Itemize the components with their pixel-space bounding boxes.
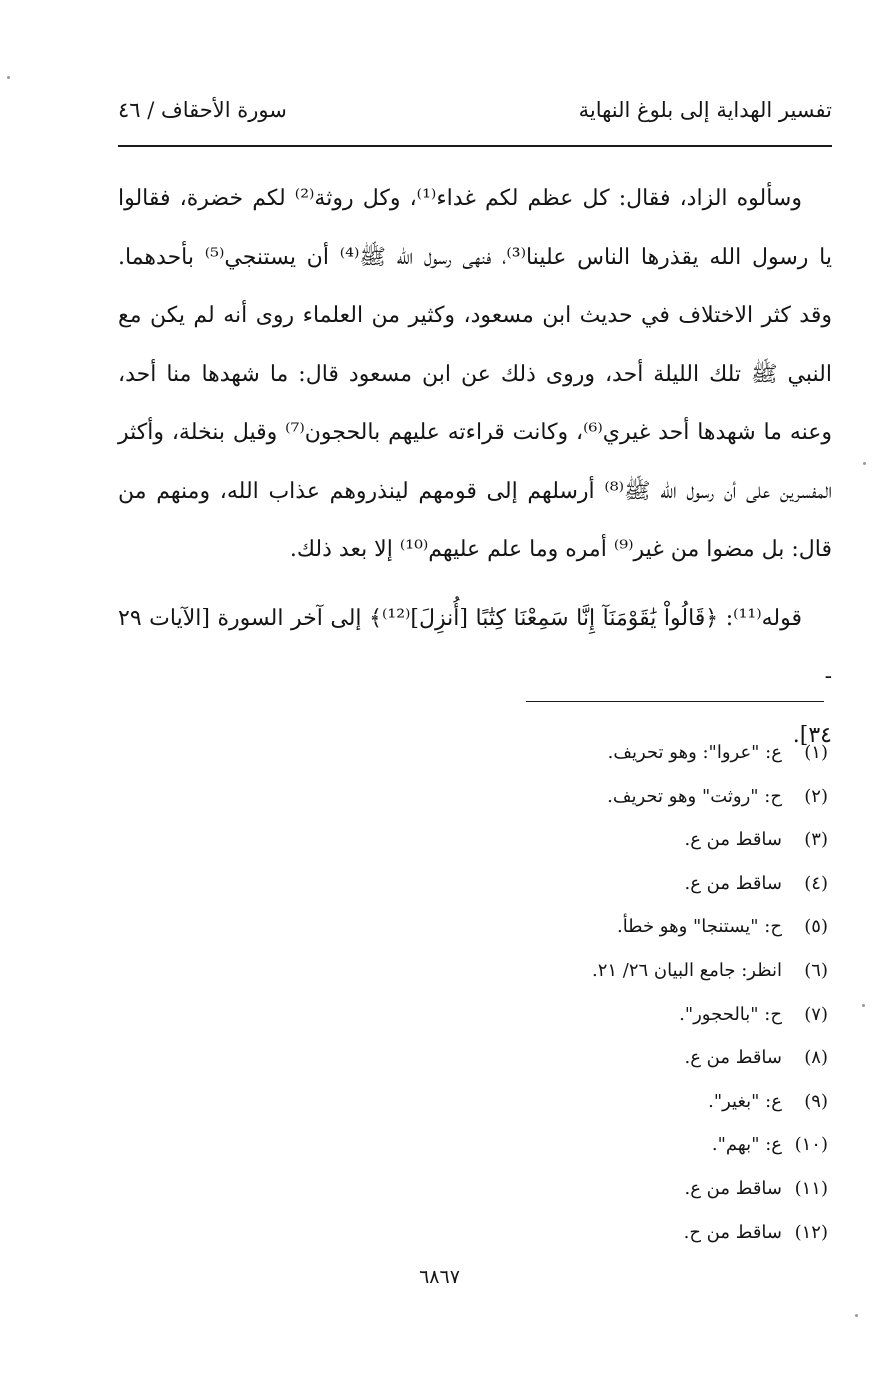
footnote-number: (١١): [794, 1177, 828, 1199]
text-line: قال: بل مضوا من غير⁽⁹⁾ أمره وما علم عليهم⁽¹⁰⁾ إلا بعد ذلك.: [289, 537, 832, 562]
footnote-number: (١٢): [794, 1221, 828, 1243]
scan-speck: [862, 1004, 865, 1007]
footnote-text: ع: "بغير".: [708, 1090, 782, 1112]
footnote-list: [300, 731, 828, 1254]
footnote-number: (٣): [804, 829, 828, 851]
footnote-number: (٤): [804, 872, 828, 894]
footnote-item: [300, 949, 828, 993]
footnote-item: [300, 775, 828, 819]
footnote-text: ساقط من ع.: [684, 872, 782, 894]
footnote-item: [300, 905, 828, 949]
footnote-item: [300, 1167, 828, 1211]
footnote-number: (٩): [804, 1090, 828, 1112]
footnote-number: (٨): [804, 1047, 828, 1069]
running-header: [118, 98, 832, 130]
footnote-item: [300, 818, 828, 862]
footnote-number: (٦): [804, 959, 828, 981]
footnote-text: ع: "عروا": وهو تحريف.: [607, 742, 782, 763]
footnote-item: [300, 731, 828, 775]
surah-label: سورة الأحقاف / ٤٦: [118, 98, 287, 122]
text-line: المفسرين على أن رسول الله ﷺ⁽⁸⁾ أرسلهم إلى قومهم لينذروهم عذاب الله، ومنهم من: [118, 478, 832, 504]
footnote-item: [300, 993, 828, 1037]
text-line: يا رسول الله يقذرها الناس علينا⁽³⁾، فنهى رسول الله ﷺ⁽⁴⁾ أن يستنجي⁽⁵⁾ بأحدهما.: [118, 244, 832, 270]
paragraph-gap: [118, 580, 832, 590]
footnote-number: (٢): [804, 785, 828, 807]
book-title: تفسير الهداية إلى بلوغ النهاية: [578, 98, 832, 122]
footnote-text: ح: "يستنجا" وهو خطأ.: [616, 916, 782, 938]
footnote-number: (٥): [804, 916, 828, 938]
header-divider: [118, 145, 832, 147]
scan-speck: [7, 76, 10, 79]
footnote-number: (١٠): [794, 1134, 828, 1156]
footnote-text: ساقط من ع.: [684, 1177, 782, 1199]
scan-speck: [855, 1314, 858, 1317]
verse-line: قوله⁽¹¹⁾: ﴿قَالُواْ يَٰقَوْمَنَآ إِنَّا سَمِعْنَا كِتَٰبًا [أُنزِلَ]⁽¹²⁾﴾ إلى آخر السورة [الآيات ٢٩ -: [118, 605, 832, 689]
footnote-item: [300, 1123, 828, 1167]
text-line: النبي ﷺ تلك الليلة أحد، وروى ذلك عن ابن مسعود قال: ما شهدها منا أحد،: [118, 361, 832, 387]
footnote-divider: [526, 701, 824, 702]
footnote-text: ع: "بهم".: [711, 1134, 782, 1156]
main-text: [118, 170, 832, 765]
footnote-number: (٧): [804, 1003, 828, 1025]
footnote-text: ساقط من ع.: [684, 829, 782, 851]
footnote-text: انظر: جامع البيان ٢٦/ ٢١.: [591, 959, 782, 981]
footnote-text: ساقط من ع.: [684, 1047, 782, 1069]
footnote-text: ح: "روثت" وهو تحريف.: [607, 785, 782, 807]
text-line: وقد كثر الاختلاف في حديث ابن مسعود، وكثير من العلماء روى أنه لم يكن مع: [118, 303, 832, 328]
verse-line-end: ٣٤].: [792, 722, 832, 748]
footnote-item: [300, 1211, 828, 1255]
footnote-item: [300, 862, 828, 906]
footnote-item: [300, 1036, 828, 1080]
footnote-text: ح: "بالحجور".: [679, 1003, 782, 1025]
text-line: وسألوه الزاد، فقال: كل عظم لكم غداء⁽¹⁾، وكل روثة⁽²⁾ لكم خضرة، فقالوا: [118, 186, 802, 211]
scan-speck: [863, 462, 866, 465]
footnote-text: ساقط من ح.: [683, 1221, 782, 1243]
text-line: وعنه ما شهدها أحد غيري⁽⁶⁾، وكانت قراءته عليهم بالحجون⁽⁷⁾ وقيل بنخلة، وأكثر: [118, 420, 833, 445]
footnote-item: [300, 1080, 828, 1124]
page-number: ٦٨٦٧: [419, 1266, 460, 1288]
footnote-number: (١): [804, 742, 828, 763]
